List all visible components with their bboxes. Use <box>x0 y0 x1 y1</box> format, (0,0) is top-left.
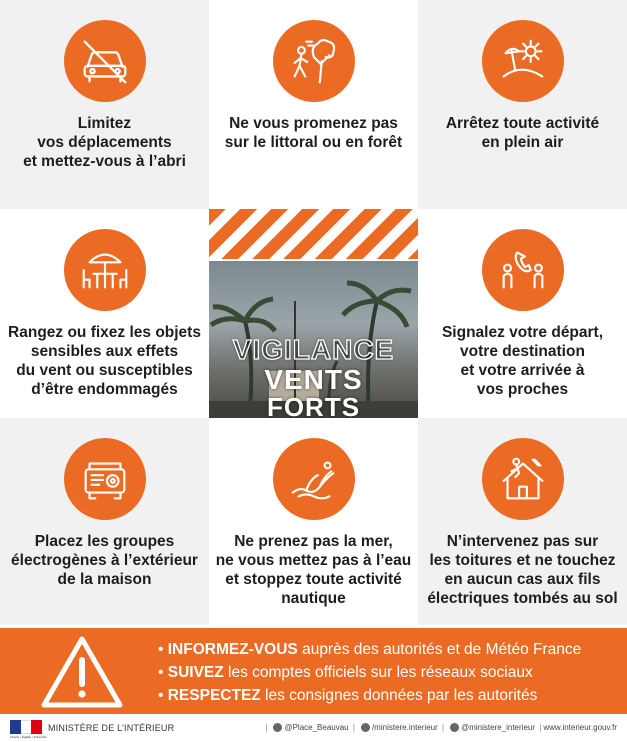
tip-card-report-travel <box>418 209 627 418</box>
tip-card-generators <box>0 418 209 625</box>
garden-furniture-icon <box>64 229 146 311</box>
tip-card-no-roof <box>418 418 627 625</box>
twitter-link[interactable]: @Place_Beauvau <box>284 723 349 732</box>
tip-card-secure-objects <box>0 209 209 418</box>
warning-icon <box>39 634 125 710</box>
forts-text: FORTS <box>266 392 361 418</box>
advice-item: • SUIVEZ les comptes officiels sur les réseaux sociaux <box>158 664 533 681</box>
hazard-stripes <box>209 209 418 259</box>
tip-label: Placez les groupes électrogènes à l’extérieur de la maison <box>11 533 198 588</box>
tip-label: Ne prenez pas la mer, ne vous mettez pas à l’eau et stoppez toute activité nautique <box>215 533 412 607</box>
flag-motto: Liberté • Égalité • Fraternité <box>10 735 47 739</box>
tip-card-no-sea <box>209 418 418 625</box>
twitter-icon <box>273 723 282 732</box>
instagram-link[interactable]: @ministere_interieur <box>461 723 536 732</box>
tip-card-stop-outdoor <box>418 0 627 209</box>
walker-in-wind-icon <box>273 20 355 102</box>
tip-label: Rangez ou fixez les objets sensibles aux effets du vent ou susceptibles d’être endommagés <box>8 324 201 398</box>
tip-label: Limitez vos déplacements et mettez-vous à l’abri <box>23 115 186 170</box>
tip-card-avoid-coast-forest <box>209 0 418 209</box>
facebook-icon <box>361 723 370 732</box>
vents-text: VENTS <box>264 364 363 395</box>
generator-icon <box>64 438 146 520</box>
social-links: | @Place_Beauvau | /ministere.interieur | @ministere_interieur | www.interieur.gouv.fr <box>265 723 617 732</box>
instagram-icon <box>450 723 459 732</box>
vigilance-text: VIGILANCE <box>232 334 395 365</box>
tip-label: Ne vous promenez pas sur le littoral ou en forêt <box>224 115 403 151</box>
website-link[interactable]: www.interieur.gouv.fr <box>543 723 617 732</box>
facebook-link[interactable]: /ministere.interieur <box>371 723 438 732</box>
ministry-name: MINISTÈRE DE L’INTÉRIEUR <box>48 723 175 733</box>
tip-card-limit-travel <box>0 0 209 209</box>
sun-outdoor-icon <box>482 20 564 102</box>
tip-label: Arrêtez toute activité en plein air <box>445 115 600 151</box>
tip-label: N’intervenez pas sur les toitures et ne touchez en aucun cas aux fils électriques tombés au sol <box>427 533 618 607</box>
advice-list <box>158 638 581 707</box>
swimmer-icon <box>273 438 355 520</box>
footer <box>0 714 627 742</box>
roof-worker-icon <box>482 438 564 520</box>
advice-item: • INFORMEZ-VOUS auprès des autorités et de Météo France <box>158 641 582 658</box>
advice-banner <box>0 628 627 714</box>
advice-item: • RESPECTEZ les consignes données par les autorités <box>158 687 538 704</box>
tip-label: Signalez votre départ, votre destination et votre arrivée à vos proches <box>441 324 604 398</box>
vigilance-banner-image <box>209 209 418 418</box>
french-flag-logo <box>10 720 42 734</box>
phone-contacts-icon <box>482 229 564 311</box>
no-car-icon <box>64 20 146 102</box>
